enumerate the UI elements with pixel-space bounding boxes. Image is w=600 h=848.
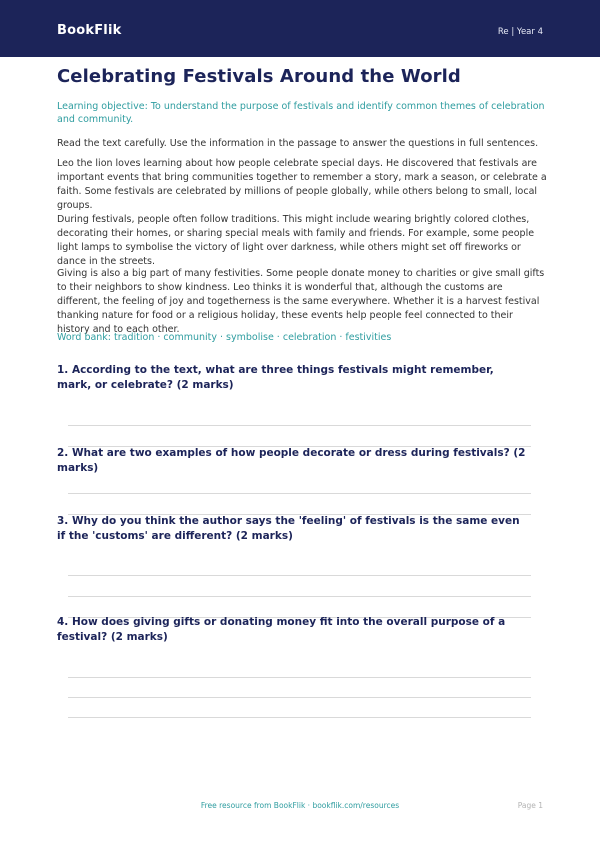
instructions-text: Read the text carefully. Use the information in the passage to answer the questions in full sentences.	[57, 138, 539, 149]
learning-objective: Learning objective: To understand the purpose of festivals and identify common themes of celebration and community.	[57, 101, 545, 125]
subject-year-label: Re | Year 4	[497, 27, 543, 37]
answer-line[interactable]	[68, 425, 531, 426]
answer-line[interactable]	[68, 596, 531, 597]
question-3: 3. Why do you think the author says the 'feeling' of festivals is the same even if the 'customs' are different? (2 marks)	[57, 515, 520, 542]
question-4: 4. How does giving gifts or donating money fit into the overall purpose of a festival? (2 marks)	[57, 616, 506, 643]
answer-line[interactable]	[68, 697, 531, 698]
answer-line[interactable]	[68, 575, 531, 576]
footer-link[interactable]: Free resource from BookFlik · bookflik.com/resources	[200, 801, 400, 810]
passage-paragraph: Leo the lion loves learning about how people celebrate special days. He discovered that festivals are important events that bring communities together to remember a story, mark a season, or celebrate a faith. Some festivals are celebrated by millions of people globally, while others belong to small, local groups.	[57, 158, 547, 211]
question-1: 1. According to the text, what are three things festivals might remember, mark, or celebrate? (2 marks)	[57, 364, 494, 391]
answer-line[interactable]	[68, 493, 531, 494]
page-header	[0, 0, 600, 57]
answer-line[interactable]	[68, 677, 531, 678]
page-number: Page 1	[517, 801, 543, 810]
passage-paragraph: Giving is also a big part of many festivities. Some people donate money to charities or give small gifts to their neighbors to show kindness. Leo thinks it is wonderful that, although the customs are different, the feeling of joy and togetherness is the same everywhere. Whether it is a harvest festival thanking nature for food or a religious holiday, these events help people feel connected to their history and to each other.	[57, 268, 545, 335]
worksheet-title: Celebrating Festivals Around the World	[57, 66, 461, 87]
question-2: 2. What are two examples of how people decorate or dress during festivals? (2 marks)	[57, 447, 526, 474]
brand-logo[interactable]: BookFlik	[57, 23, 122, 38]
passage-paragraph: During festivals, people often follow traditions. This might include wearing brightly colored clothes, decorating their homes, or sharing special meals with family and friends. For example, some people light lamps to symbolise the victory of light over darkness, while others might set off fireworks or dance in the streets.	[57, 214, 535, 267]
word-bank: Word bank: tradition · community · symbolise · celebration · festivities	[57, 332, 392, 343]
answer-line[interactable]	[68, 717, 531, 718]
